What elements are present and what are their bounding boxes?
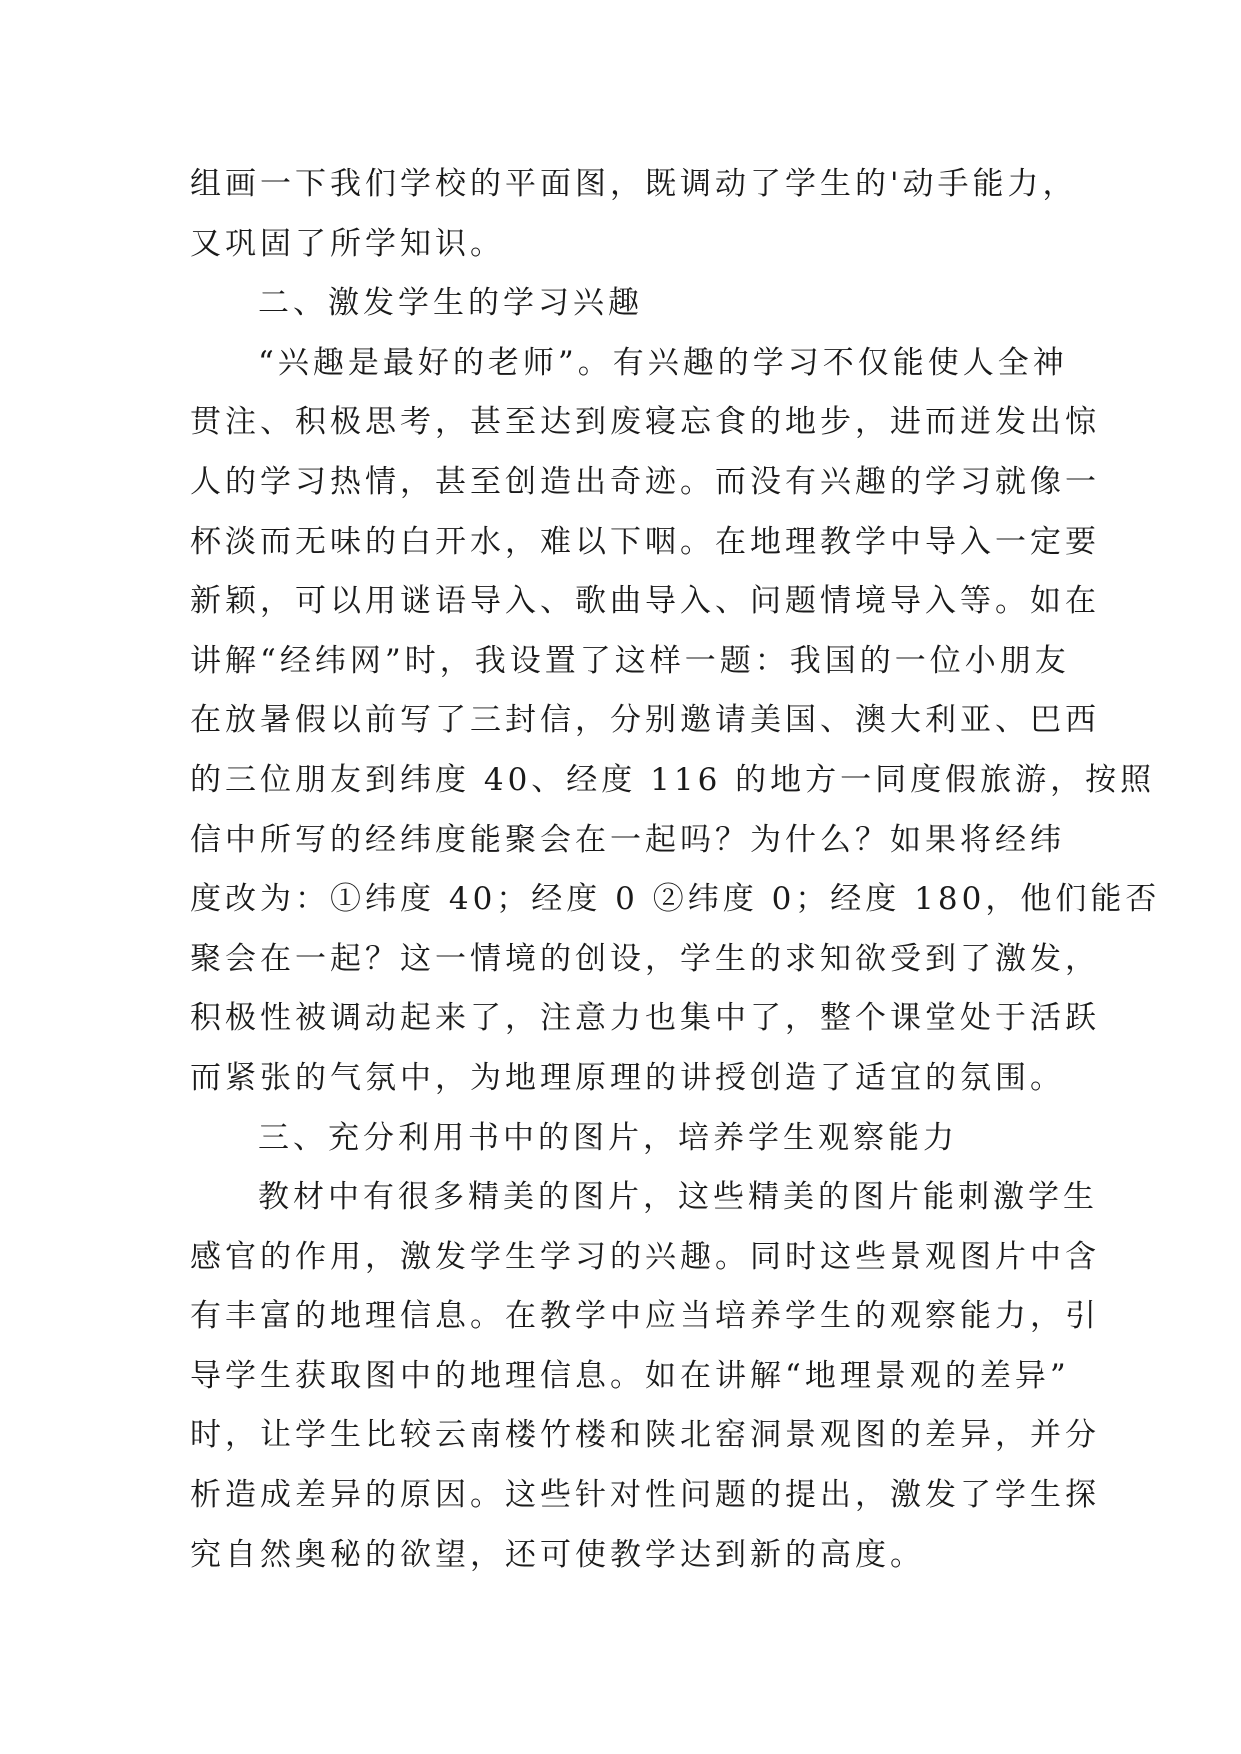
text-line: 究自然奥秘的欲望，还可使教学达到新的高度。 (190, 1536, 925, 1573)
section-heading: 三、充分利用书中的图片，培养学生观察能力 (258, 1119, 958, 1156)
text-line: 信中所写的经纬度能聚会在一起吗？为什么？如果将经纬 (190, 821, 1065, 858)
text-line: 导学生获取图中的地理信息。如在讲解“地理景观的差异” (190, 1357, 1070, 1394)
document-body (190, 155, 1161, 1585)
text-line: 又巩固了所学知识。 (190, 225, 505, 262)
text-line: 讲解“经纬网”时，我设置了这样一题：我国的一位小朋友 (190, 642, 1070, 679)
text-line: 时，让学生比较云南楼竹楼和陕北窑洞景观图的差异，并分 (190, 1417, 1100, 1454)
paragraph-first-line: “兴趣是最好的老师”。有兴趣的学习不仅能使人全神 (258, 344, 1068, 381)
text-line: 组画一下我们学校的平面图，既调动了学生的'动手能力， (190, 166, 1078, 202)
text-line: 杯淡而无味的白开水，难以下咽。在地理教学中导入一定要 (190, 523, 1100, 560)
text-line: 人的学习热情，甚至创造出奇迹。而没有兴趣的学习就像一 (190, 463, 1100, 500)
text-line: 而紧张的气氛中，为地理原理的讲授创造了适宜的氛围。 (190, 1059, 1065, 1096)
text-line: 积极性被调动起来了，注意力也集中了，整个课堂处于活跃 (190, 1000, 1100, 1037)
text-line: 新颖，可以用谜语导入、歌曲导入、问题情境导入等。如在 (190, 583, 1100, 620)
text-line: 感官的作用，激发学生学习的兴趣。同时这些景观图片中含 (190, 1238, 1100, 1275)
paragraph-first-line: 教材中有很多精美的图片，这些精美的图片能刺激学生 (258, 1179, 1098, 1216)
text-line: 析造成差异的原因。这些针对性问题的提出，激发了学生探 (190, 1477, 1100, 1514)
text-line: 度改为：①纬度 40；经度 0 ②纬度 0；经度 180，他们能否 (190, 881, 1161, 918)
text-line: 在放暑假以前写了三封信，分别邀请美国、澳大利亚、巴西 (190, 702, 1100, 739)
text-line: 贯注、积极思考，甚至达到废寝忘食的地步，进而迸发出惊 (190, 404, 1100, 441)
text-line: 有丰富的地理信息。在教学中应当培养学生的观察能力，引 (190, 1298, 1100, 1335)
text-line: 的三位朋友到纬度 40、经度 116 的地方一同度假旅游，按照 (190, 761, 1156, 798)
text-line: 聚会在一起？这一情境的创设，学生的求知欲受到了激发， (190, 940, 1100, 977)
section-heading: 二、激发学生的学习兴趣 (258, 285, 643, 322)
